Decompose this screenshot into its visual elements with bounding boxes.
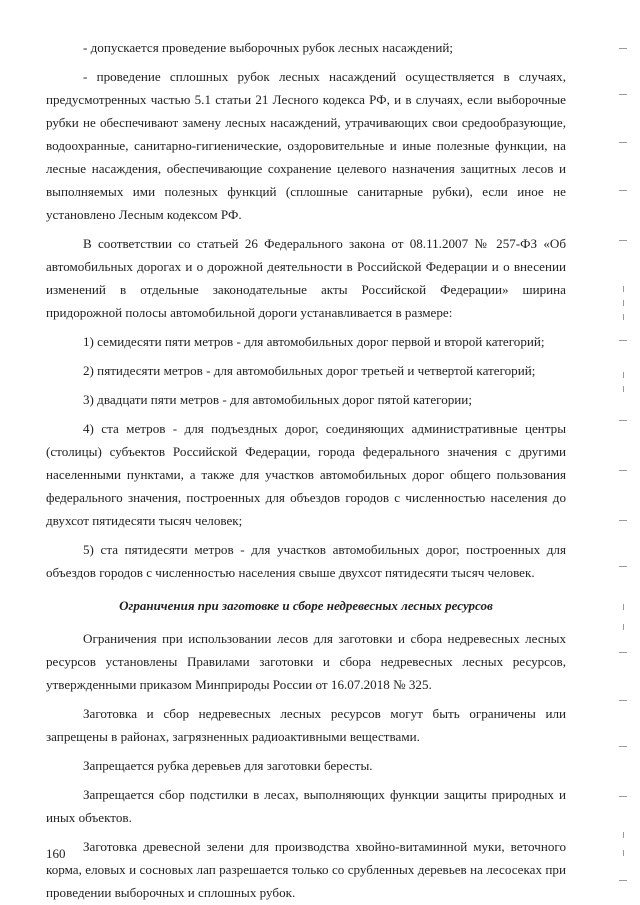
scan-mark [619,880,627,881]
scan-mark [619,700,627,701]
scan-mark [623,624,624,630]
paragraph: Запрещается рубка деревьев для заготовки бересты. [83,758,373,773]
paragraph: В соответствии со статьей 26 Федерального закона от 08.11.2007 № 257-ФЗ «Об автомобильных дорогах и о дорожной деятельности в Российской Федерации и о внесении изменений в отдельные законодательные акты Российской Федерации» ширина придорожной полосы автомобильной дороги устанавливается в размере: [46,236,566,320]
scan-mark [619,652,627,653]
paragraph: - допускается проведение выборочных рубок лесных насаждений; [83,40,454,55]
scan-mark [623,314,624,320]
scan-mark [619,340,627,341]
scan-mark [619,48,627,49]
scan-mark [619,746,627,747]
scan-mark [619,142,627,143]
paragraph: Ограничения при использовании лесов для заготовки и сбора недревесных лесных ресурсов установлены Правилами заготовки и сбора недревесных лесных ресурсов, утвержденными приказом Минприроды России от 16.07.2018 № 325. [46,631,566,692]
paragraph: Запрещается сбор подстилки в лесах, выполняющих функции защиты природных и иных объектов. [46,787,566,825]
scan-margin-marks [619,0,631,905]
scan-mark [619,796,627,797]
scan-mark [619,240,627,241]
scan-mark [619,566,627,567]
list-item: 4) ста метров - для подъездных дорог, соединяющих административные центры (столицы) субъектов Российской Федерации, города федерального значения с другими населенными пунктами, а также для участков автомобильных дорог общего пользования федерального значения, построенных для объездов городов с численностью населения до двухсот пятидесяти тысяч человек; [46,421,566,528]
list-item: 2) пятидесяти метров - для автомобильных дорог третьей и четвертой категорий; [83,363,536,378]
scan-mark [619,520,627,521]
paragraph: - проведение сплошных рубок лесных насаждений осуществляется в случаях, предусмотренных частью 5.1 статьи 21 Лесного кодекса РФ, и в случаях, если выборочные рубки не обеспечивают замену лесных насаждений, утрачивающих свои средообразующие, водоохранные, санитарно-гигиенические, оздоровительные и иные полезные функции, на лесные насаждения, обеспечивающие сохранение целевого назначения защитных лесов и выполняемых ими полезных функций (сплошные санитарные рубки), если иное не установлено Лесным кодексом РФ. [46,69,566,222]
scan-mark [623,604,624,610]
paragraph: Заготовка и сбор недревесных лесных ресурсов могут быть ограничены или запрещены в районах, загрязненных радиоактивными веществами. [46,706,566,744]
page-number: 160 [46,846,66,861]
list-item: 3) двадцати пяти метров - для автомобильных дорог пятой категории; [83,392,472,407]
scan-mark [619,190,627,191]
paragraph: Заготовка древесной зелени для производства хвойно-витаминной муки, веточного корма, еловых и сосновых лап разрешается только со срубленных деревьев на лесосеках при проведении выборочных и сплошных рубок. [46,839,566,900]
scan-mark [623,300,624,306]
scan-mark [623,372,624,378]
scan-mark [623,386,624,392]
scan-mark [623,286,624,292]
scan-mark [619,420,627,421]
scan-mark [619,94,627,95]
section-heading: Ограничения при заготовке и сборе недревесных лесных ресурсов [119,598,493,613]
scan-mark [619,470,627,471]
scan-mark [623,832,624,838]
scan-mark [623,850,624,856]
document-page [46,36,566,904]
list-item: 1) семидесяти пяти метров - для автомобильных дорог первой и второй категорий; [83,334,545,349]
list-item: 5) ста пятидесяти метров - для участков автомобильных дорог, построенных для объездов городов с численностью населения свыше двухсот пятидесяти тысяч человек. [46,542,566,580]
